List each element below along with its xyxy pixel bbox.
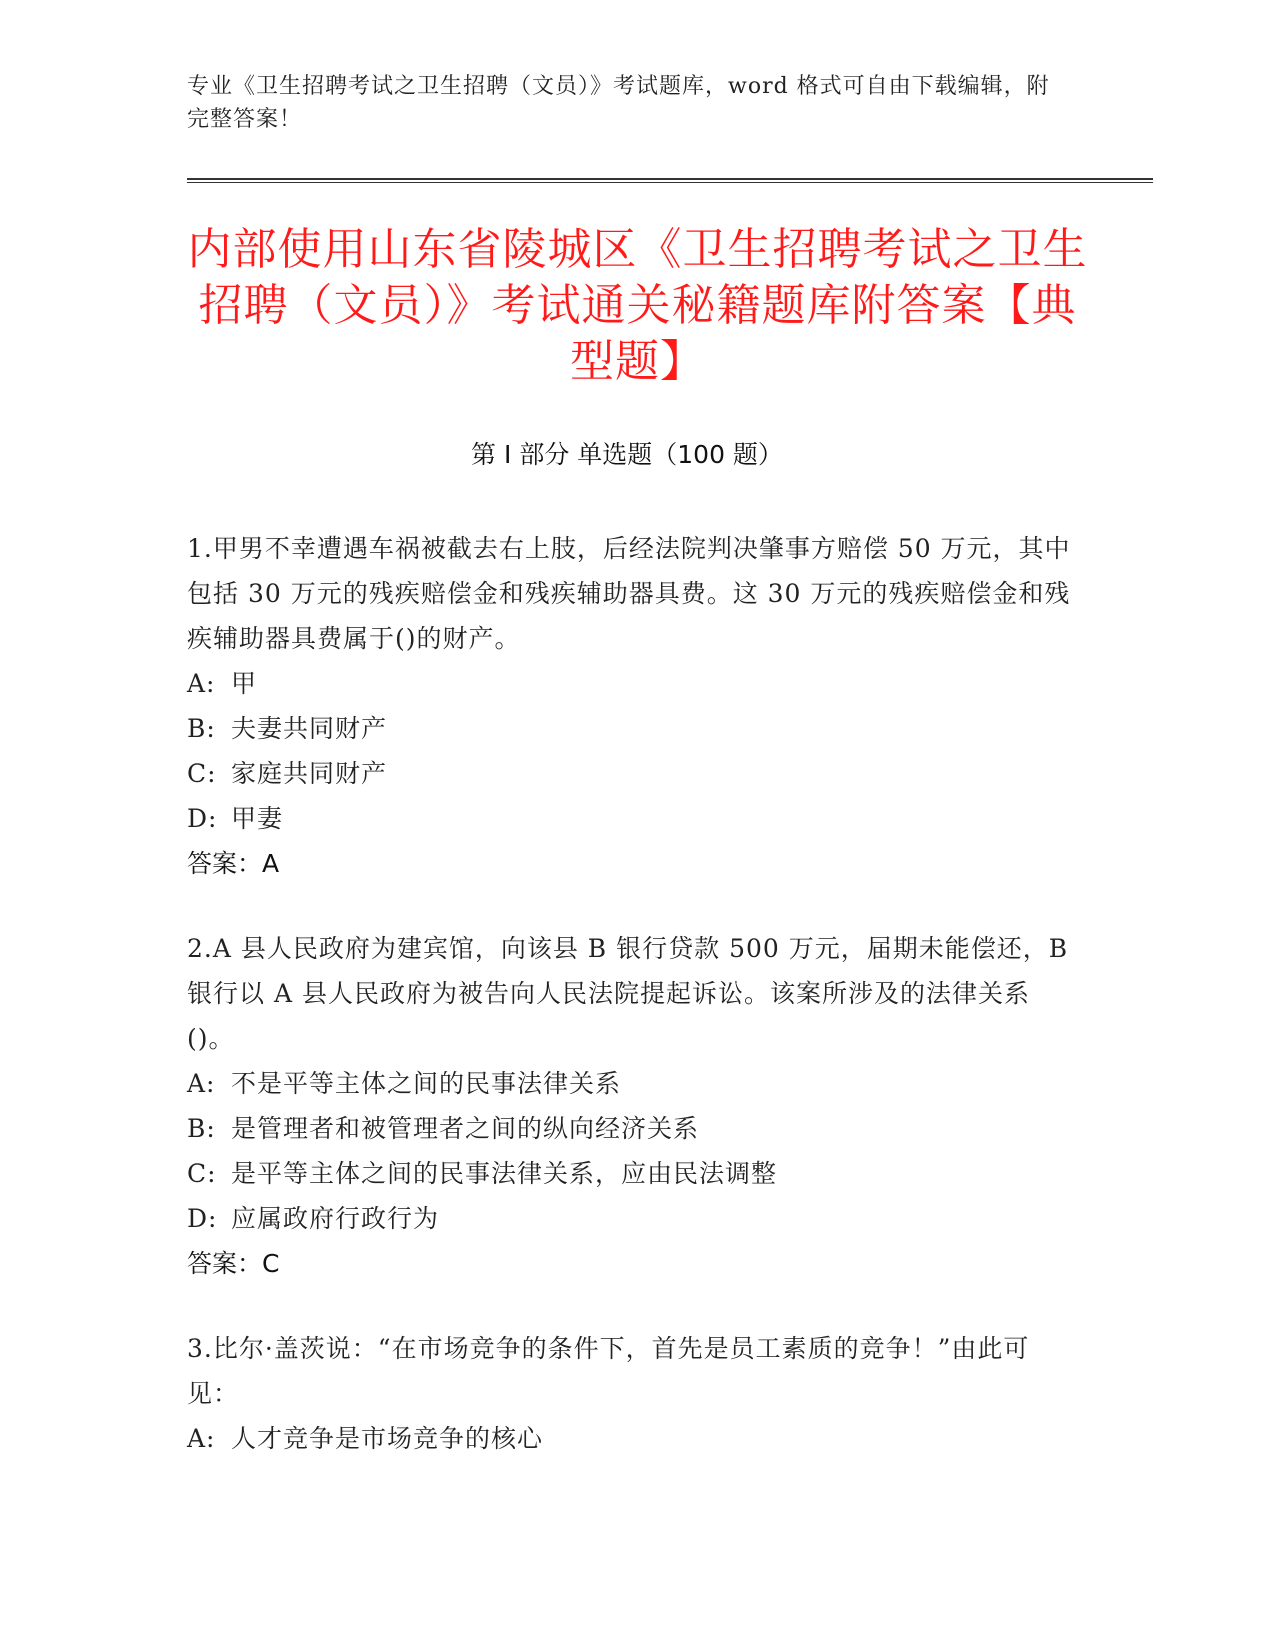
question-item [187, 1326, 1077, 1461]
option-a [187, 661, 1077, 706]
option-letter: C: [187, 1159, 217, 1188]
option-text: 应属政府行政行为 [231, 1204, 440, 1233]
option-c [187, 1151, 1077, 1196]
question-item [187, 526, 1077, 886]
option-text: 不是平等主体之间的民事法律关系 [231, 1069, 622, 1098]
answer-line: 答案：A [187, 849, 280, 878]
option-text: 夫妻共同财产 [231, 714, 388, 743]
question-list [187, 526, 1077, 1501]
question-item [187, 926, 1077, 1286]
option-letter: C: [187, 759, 217, 788]
header-divider [187, 178, 1153, 183]
question-stem: 3.比尔·盖茨说：“在市场竞争的条件下，首先是员工素质的竞争！”由此可见： [187, 1334, 1030, 1408]
option-b [187, 1106, 1077, 1151]
option-letter: B: [187, 714, 216, 743]
option-text: 家庭共同财产 [231, 759, 388, 788]
section-heading: 第 I 部分 单选题（100 题） [471, 440, 783, 469]
option-b [187, 706, 1077, 751]
option-text: 甲 [231, 669, 258, 698]
option-a [187, 1416, 1077, 1461]
option-letter: D: [187, 804, 218, 833]
option-a [187, 1061, 1077, 1106]
option-d [187, 1196, 1077, 1241]
question-stem: 2.A 县人民政府为建宾馆，向该县 B 银行贷款 500 万元，届期未能偿还，B 银行以 A 县人民政府为被告向人民法院提起诉讼。该案所涉及的法律关系()。 [187, 934, 1069, 1053]
option-text: 是管理者和被管理者之间的纵向经济关系 [231, 1114, 700, 1143]
option-letter: B: [187, 1114, 216, 1143]
option-letter: D: [187, 1204, 218, 1233]
option-c [187, 751, 1077, 796]
option-letter: A: [187, 1424, 216, 1453]
option-letter: A: [187, 1069, 216, 1098]
header-note: 专业《卫生招聘考试之卫生招聘（文员）》考试题库，word 格式可自由下载编辑，附完整答案！ [187, 74, 1050, 132]
option-letter: A: [187, 669, 216, 698]
option-text: 人才竞争是市场竞争的核心 [231, 1424, 544, 1453]
document-title: 内部使用山东省陵城区《卫生招聘考试之卫生招聘（文员）》考试通关秘籍题库附答案【典型题】 [187, 224, 1088, 387]
option-text: 甲妻 [231, 804, 284, 833]
option-text: 是平等主体之间的民事法律关系，应由民法调整 [231, 1159, 778, 1188]
answer-line: 答案：C [187, 1249, 280, 1278]
option-d [187, 796, 1077, 841]
question-stem: 1.甲男不幸遭遇车祸被截去右上肢，后经法院判决肇事方赔偿 50 万元，其中包括 30 万元的残疾赔偿金和残疾辅助器具费。这 30 万元的残疾赔偿金和残疾辅助器具费属于()的财产。 [187, 534, 1071, 653]
